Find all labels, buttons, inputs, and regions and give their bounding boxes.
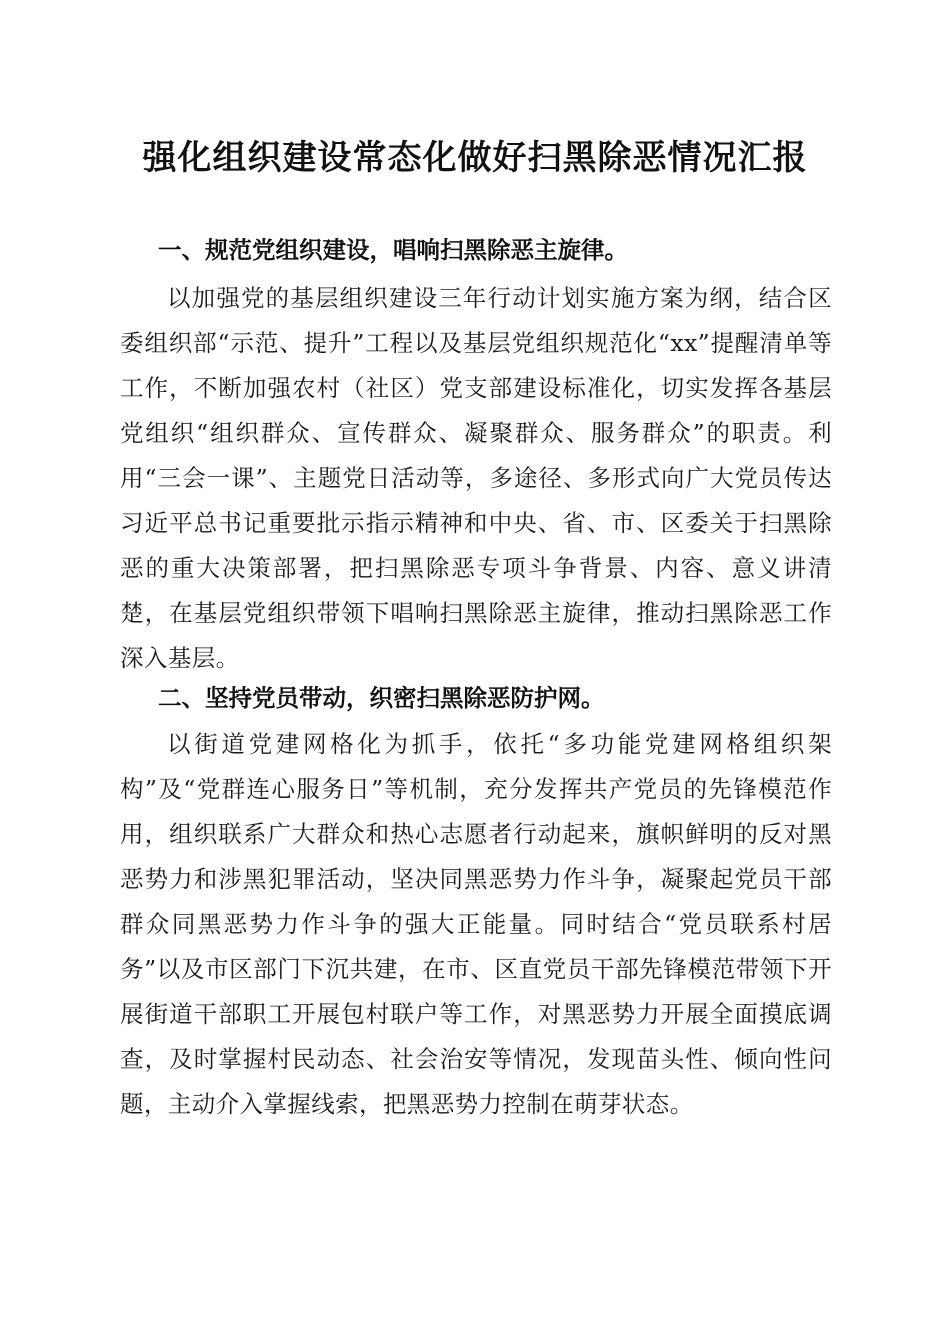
section-heading-1: 一、规范党组织建设，唱响扫黑除恶主旋律。 bbox=[158, 236, 628, 264]
section-paragraph-2: 以街道党建网格化为抓手，依托“多功能党建网格组织架构”及“党群连心服务日”等机制，充分发挥共产党员的先锋模范作用，组织联系广大群众和热心志愿者行动起来，旗帜鲜明的反对黑恶势力和涉黑犯罪活动，坚决同黑恶势力作斗争，凝聚起党员干部群众同黑恶势力作斗争的强大正能量。同时结合“党员联系村居务”以及市区部门下沉共建，在市、区直党员干部先锋模范带领下开展街道干部职工开展包村联户等工作，对黑恶势力开展全面摸底调查，及时掌握村民动态、社会治安等情况，发现苗头性、倾向性问题，主动介入掌握线索，把黑恶势力控制在萌芽状态。 bbox=[120, 730, 832, 1118]
section-heading-2: 二、坚持党员带动，织密扫黑除恶防护网。 bbox=[158, 684, 605, 712]
document-title: 强化组织建设常态化做好扫黑除恶情况汇报 bbox=[142, 138, 808, 178]
section-paragraph-1: 以加强党的基层组织建设三年行动计划实施方案为纲，结合区委组织部“示范、提升”工程以及基层党组织规范化“xx”提醒清单等工作，不断加强农村（社区）党支部建设标准化，切实发挥各基层党组织“组织群众、宣传群众、凝聚群众、服务群众”的职责。利用“三会一课”、主题党日活动等，多途径、多形式向广大党员传达习近平总书记重要批示指示精神和中央、省、市、区委关于扫黑除恶的重大决策部署，把扫黑除恶专项斗争背景、内容、意义讲清楚，在基层党组织带领下唱响扫黑除恶主旋律，推动扫黑除恶工作深入基层。 bbox=[120, 284, 832, 672]
